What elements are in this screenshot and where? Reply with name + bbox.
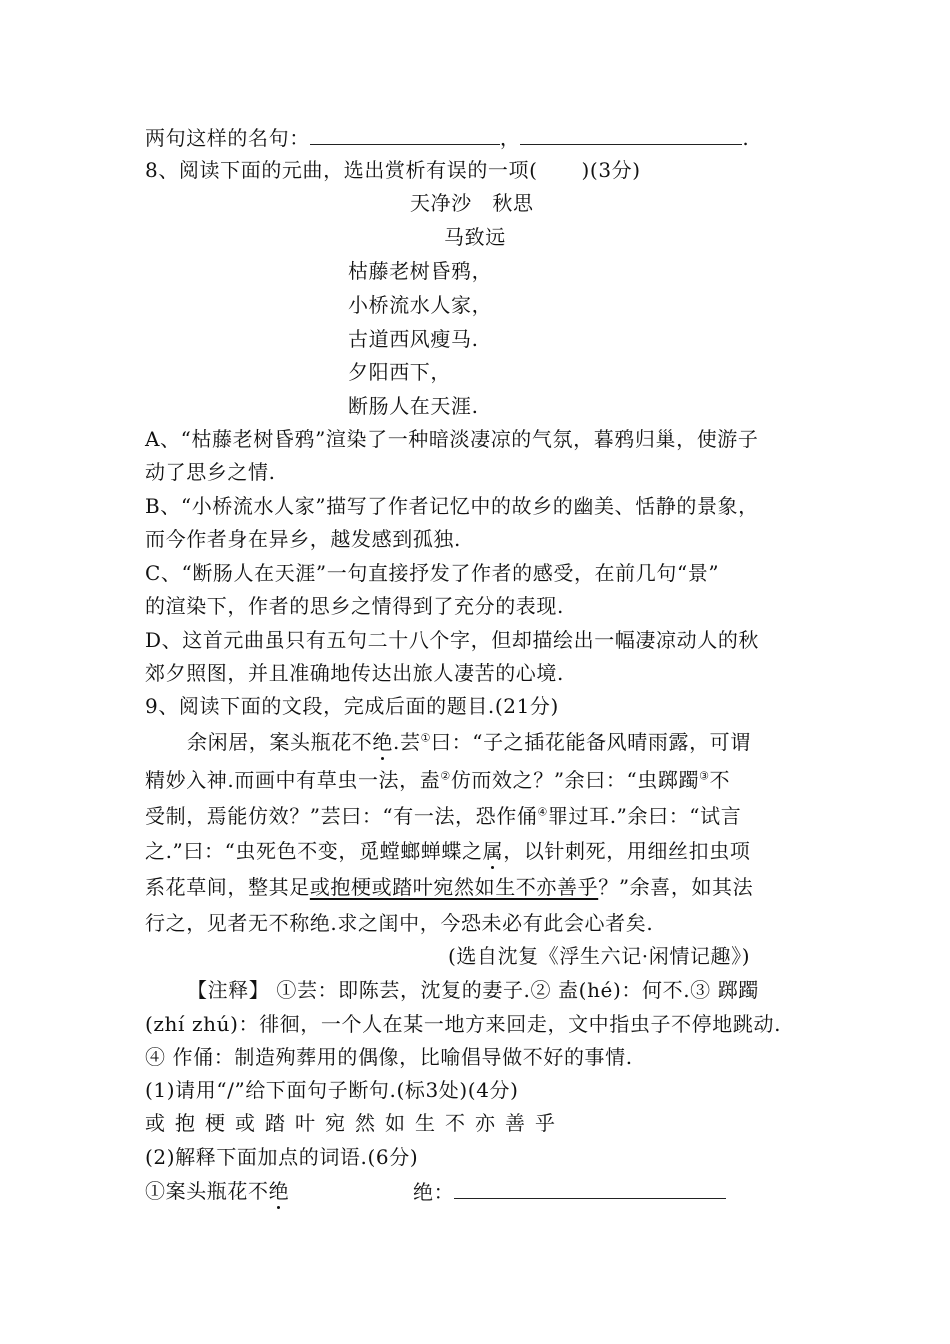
passage-line: 之.”曰：“虫死色不变，觅螳螂蝉蝶之属，以针刺死，用细丝扣虫项	[145, 839, 751, 863]
poem-line: 小桥流水人家，	[348, 293, 493, 317]
passage-line: 行之，见者无不称绝.求之闺中，今恐未必有此会心者矣.	[145, 911, 654, 935]
notes-line3: ④ 作俑：制造殉葬用的偶像，比喻倡导做不好的事情.	[145, 1045, 633, 1069]
passage-source: (选自沈复《浮生六记·闲情记趣》)	[448, 944, 751, 968]
notes-line1: 【注释】 ①芸：即陈芸，沈复的妻子.② 盍(hé)：何不.③ 踯躅	[187, 978, 759, 1002]
note-marker-4: ④	[537, 805, 548, 819]
poem-author: 马致远	[444, 225, 506, 249]
q9-stem: 9、阅读下面的文段，完成后面的题目.(21分)	[145, 694, 559, 718]
note-marker-3: ③	[699, 769, 710, 783]
poem-line: 枯藤老树昏鸦，	[348, 259, 493, 283]
sub1-sentence[interactable]: 或抱梗或踏叶宛然如生不亦善乎	[145, 1111, 565, 1135]
poem-line: 夕阳西下，	[348, 360, 451, 384]
sub2-item-1: ①案头瓶花不绝	[145, 1179, 290, 1203]
option-c-line2: 的渲染下，作者的思乡之情得到了充分的表现.	[145, 594, 564, 618]
q7-tail-text: 两句这样的名句：	[145, 126, 310, 150]
option-c-line1: C、“断肠人在天涯”一句直接抒发了作者的感受，在前几句“景”	[145, 561, 720, 585]
poem-title: 天净沙 秋思	[410, 191, 534, 215]
q8-stem: 8、阅读下面的元曲，选出赏析有误的一项( )(3分)	[145, 158, 641, 182]
notes-line2: (zhí zhú)：徘徊，一个人在某一地方来回走，文中指虫子不停地跳动.	[145, 1012, 782, 1036]
poem-line: 断肠人在天涯.	[348, 394, 479, 418]
sub1-stem: (1)请用“/”给下面句子断句.(标3处)(4分)	[145, 1078, 519, 1102]
dotted-word-shu: 属	[482, 839, 504, 863]
answer-blank-3[interactable]	[454, 1178, 726, 1199]
passage-line: 系花草间，整其足或抱梗或踏叶宛然如生不亦善乎？”余喜，如其法	[145, 875, 754, 899]
option-a-line2: 动了思乡之情.	[145, 460, 276, 484]
option-d-line2: 郊夕照图，并且准确地传达出旅人凄苦的心境.	[145, 661, 564, 685]
dotted-word-jue-2: 绝	[268, 1179, 290, 1203]
answer-blank-1[interactable]	[310, 124, 500, 145]
note-marker-1: ①	[420, 731, 432, 745]
passage-line: 余闲居，案头瓶花不绝.芸①曰：“子之插花能备风晴雨露，可谓	[187, 730, 751, 754]
option-b-line2: 而今作者身在异乡，越发感到孤独.	[145, 527, 461, 551]
dotted-word-jue: 绝	[372, 730, 394, 754]
passage-line: 受制，焉能仿效？”芸曰：“有一法，恐作俑④罪过耳.”余曰：“试言	[145, 804, 742, 828]
sub2-stem: (2)解释下面加点的词语.(6分)	[145, 1145, 419, 1169]
answer-blank-2[interactable]	[520, 124, 742, 145]
poem-line: 古道西风瘦马.	[348, 327, 479, 351]
underlined-sentence: 或抱梗或踏叶宛然如生不亦善乎	[309, 875, 599, 899]
sub2-item-1-answer: 绝：	[413, 1178, 726, 1205]
passage-line: 精妙入神.而画中有草虫一法，盍②仿而效之？”余曰：“虫踯躅③不	[145, 768, 731, 792]
option-d-line1: D、这首元曲虽只有五句二十八个字，但却描绘出一幅凄凉动人的秋	[145, 628, 760, 652]
q7-tail-line: 两句这样的名句： ， .	[145, 126, 750, 150]
option-b-line1: B、“小桥流水人家”描写了作者记忆中的故乡的幽美、恬静的景象，	[145, 494, 759, 518]
note-marker-2: ②	[440, 769, 451, 783]
option-a-line1: A、“枯藤老树昏鸦”渲染了一种暗淡凄凉的气氛，暮鸦归巢，使游子	[145, 427, 759, 451]
